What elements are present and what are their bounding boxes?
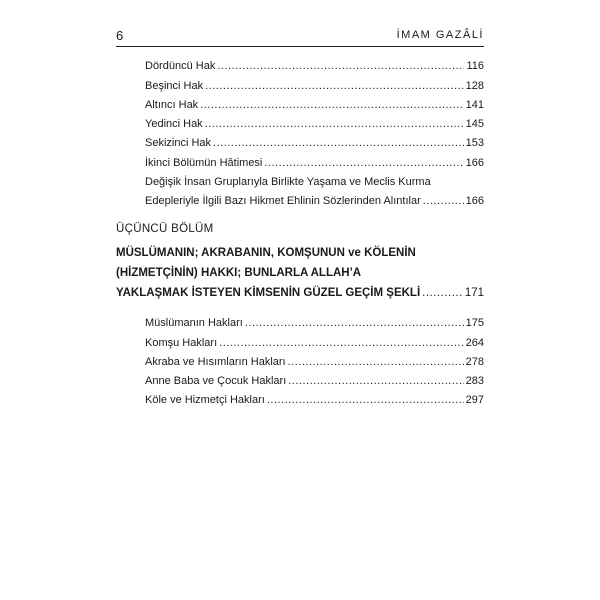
chapter-title-line3: YAKLAŞMAK İSTEYEN KİMSENİN GÜZEL GEÇİM ŞEKLİ (116, 287, 421, 299)
toc-entry-page: 166 (465, 195, 484, 207)
toc-entry-page: 145 (465, 118, 484, 130)
toc-entry (145, 374, 484, 388)
toc-entry (145, 156, 484, 170)
toc-entry-page: 283 (465, 375, 484, 387)
dot-leader (205, 79, 464, 93)
toc-entry-title: Komşu Hakları (145, 337, 218, 349)
dot-leader (267, 393, 464, 407)
toc-entry (145, 355, 484, 369)
toc-entry-title: Sekizinci Hak (145, 137, 212, 149)
section-label: ÜÇÜNCÜ BÖLÜM (116, 223, 214, 235)
toc-entry-page: 153 (465, 137, 484, 149)
toc-entry-page: 141 (465, 99, 484, 111)
chapter-title-line2: (HİZMETÇİNİN) HAKKI; BUNLARLA ALLAH’A (116, 267, 362, 279)
dot-leader (200, 98, 463, 112)
toc-entry (145, 117, 484, 131)
dot-leader (219, 336, 464, 350)
toc-entry-title: Beşinci Hak (145, 80, 204, 92)
toc-entry-page: 278 (465, 356, 484, 368)
toc-entry-page: 297 (465, 394, 484, 406)
chapter-title-line1: MÜSLÜMANIN; AKRABANIN, KOMŞUNUN ve KÖLENİN (116, 247, 416, 259)
toc-entry-page: 175 (465, 317, 484, 329)
dot-leader (288, 355, 464, 369)
toc-entry-title: İkinci Bölümün Hâtimesi (145, 157, 263, 169)
toc-entry-title: Dördüncü Hak (145, 60, 216, 72)
dot-leader (217, 59, 464, 73)
dot-leader (423, 194, 464, 208)
dot-leader (213, 136, 464, 150)
toc-entry (145, 393, 484, 407)
toc-entry-title: Akraba ve Hısımların Hakları (145, 356, 286, 368)
chapter-entry (116, 286, 484, 300)
dot-leader (205, 117, 464, 131)
toc-entry-page: 166 (465, 157, 484, 169)
toc-entry-title: Köle ve Hizmetçi Hakları (145, 394, 265, 406)
toc-entry-page: 264 (465, 337, 484, 349)
toc-entry (145, 79, 484, 93)
toc-entry (145, 316, 484, 330)
toc-entry (145, 336, 484, 350)
chapter-page: 171 (464, 287, 484, 299)
toc-entry-page: 116 (466, 60, 484, 72)
page-header (116, 28, 484, 46)
toc-entry-title: Müslümanın Hakları (145, 317, 243, 329)
running-title: İMAM GAZÂLİ (396, 29, 484, 41)
dot-leader (422, 286, 463, 300)
dot-leader (245, 316, 464, 330)
toc-entry (145, 136, 484, 150)
toc-entry-title-line1: Değişik İnsan Gruplarıyla Birlikte Yaşama ve Meclis Kurma (145, 176, 431, 188)
page-number: 6 (116, 28, 124, 43)
toc-entry (145, 59, 484, 73)
toc-entry-title: Anne Baba ve Çocuk Hakları (145, 375, 287, 387)
toc-entry-title-line2: Edepleriyle İlgili Bazı Hikmet Ehlinin Sözlerinden Alıntılar (145, 195, 421, 207)
toc-entry-title: Yedinci Hak (145, 118, 203, 130)
dot-leader (264, 156, 463, 170)
toc-entry-page: 128 (465, 80, 484, 92)
toc-entry-title: Altıncı Hak (145, 99, 199, 111)
toc-entry (145, 194, 484, 208)
header-rule (116, 46, 484, 47)
toc-entry (145, 98, 484, 112)
dot-leader (288, 374, 463, 388)
